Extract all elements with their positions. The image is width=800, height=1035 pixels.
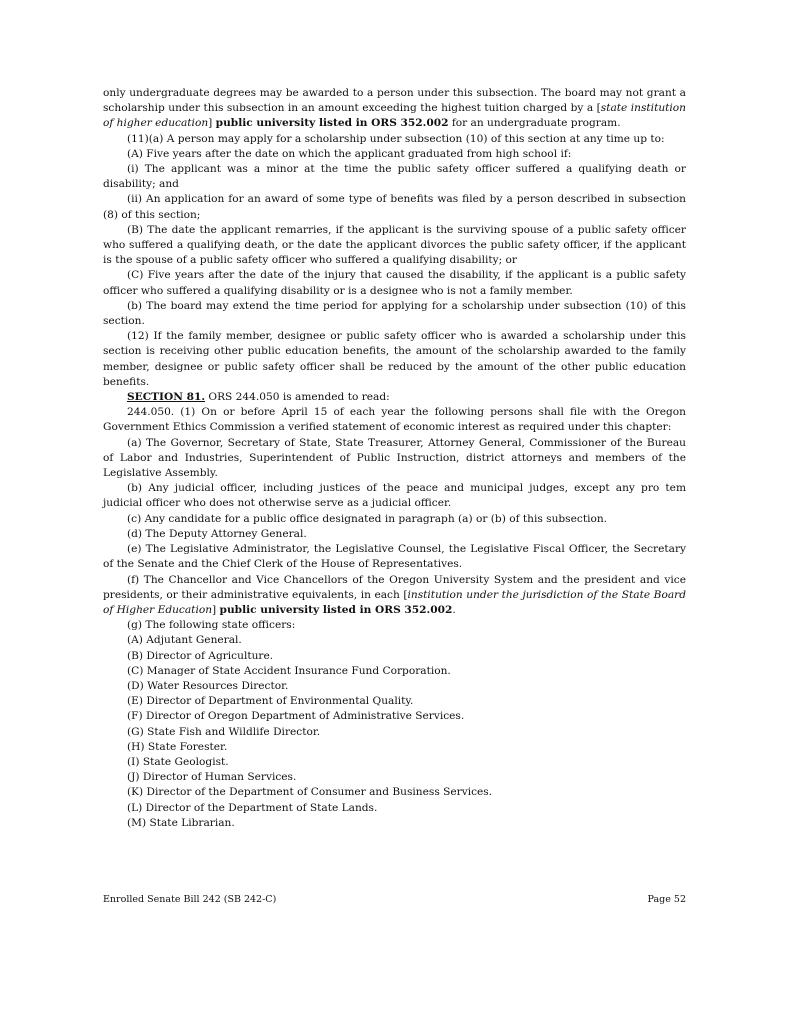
paragraph (103, 481, 686, 511)
paragraph-text: (i) The applicant was a minor at the time the public safety officer suffered a qualifying death or disability; and (103, 163, 686, 191)
paragraph (103, 405, 686, 435)
paragraph (103, 801, 686, 816)
paragraph-text: (K) Director of the Department of Consumer and Business Services. (127, 786, 493, 799)
paragraph-text: (a) The Governor, Secretary of State, State Treasurer, Attorney General, Commissioner of the Bureau of Labor and Industries, Superintendent of Public Instruction, district attorneys and members of the Legislative Assembly. (103, 436, 686, 480)
paragraph-text: (d) The Deputy Attorney General. (127, 527, 307, 540)
paragraph-text: (12) If the family member, designee or public safety officer who is awarded a scholarship under this section is receiving other public education benefits, the amount of the scholarship awarded to the family member, designee or public safety officer shall be reduced by the amount of the other public education benefits. (103, 330, 686, 388)
page-footer (103, 894, 686, 905)
paragraph-text: (G) State Fish and Wildlife Director. (127, 725, 321, 738)
paragraph-text: (e) The Legislative Administrator, the Legislative Counsel, the Legislative Fiscal Officer, the Secretary of the Senate and the Chief Clerk of the House of Representatives. (103, 543, 686, 571)
paragraph (103, 755, 686, 770)
paragraph (103, 162, 686, 192)
paragraph-text: 244.050. (1) On or before April 15 of each year the following persons shall file with the Oregon Government Ethics Commission a verified statement of economic interest as required under this chapter: (103, 406, 686, 434)
paragraph-text: (F) Director of Oregon Department of Administrative Services. (127, 710, 465, 723)
paragraph-text: (D) Water Resources Director. (127, 679, 289, 692)
paragraph-text: (H) State Forester. (127, 740, 228, 753)
bracket-text: ] (208, 117, 216, 130)
paragraph (103, 86, 686, 132)
paragraph (103, 785, 686, 800)
paragraph-text: ORS 244.050 is amended to read: (205, 391, 390, 404)
paragraph-text: (f) The Chancellor and Vice Chancellors of the Oregon University System and the president and vice presidents, or their administrative equivalents, in each (103, 573, 686, 601)
paragraph-text: . (452, 603, 456, 616)
paragraph (103, 299, 686, 329)
paragraph-text: (g) The following state officers: (127, 619, 296, 632)
bill-text-body (103, 86, 686, 831)
paragraph (103, 390, 686, 405)
paragraph-text: (L) Director of the Department of State Lands. (127, 801, 378, 814)
paragraph-text: (M) State Librarian. (127, 816, 235, 829)
inserted-text: public university listed in ORS 352.002 (215, 117, 449, 130)
paragraph-text: (ii) An application for an award of some type of benefits was filed by a person described in subsection (8) of this section; (103, 193, 686, 221)
paragraph-text: (11)(a) A person may apply for a scholarship under subsection (10) of this section at any time up to: (127, 132, 665, 145)
paragraph (103, 633, 686, 648)
paragraph (103, 694, 686, 709)
paragraph-text: (B) Director of Agriculture. (127, 649, 274, 662)
section-heading: SECTION 81. (127, 391, 206, 404)
footer-bill-title: Enrolled Senate Bill 242 (SB 242-C) (103, 894, 277, 905)
bracket-text: [ (596, 102, 601, 115)
paragraph (103, 709, 686, 724)
paragraph-text: (E) Director of Department of Environmental Quality. (127, 695, 414, 708)
paragraph (103, 512, 686, 527)
paragraph (103, 770, 686, 785)
paragraph (103, 223, 686, 269)
paragraph (103, 542, 686, 572)
inserted-text: public university listed in ORS 352.002 (219, 603, 453, 616)
paragraph (103, 816, 686, 831)
paragraph (103, 268, 686, 298)
paragraph-text: (A) Five years after the date on which the applicant graduated from high school if: (127, 147, 572, 160)
paragraph-text: (I) State Geologist. (127, 755, 229, 768)
paragraph (103, 132, 686, 147)
paragraph (103, 436, 686, 482)
paragraph (103, 649, 686, 664)
paragraph-text: (c) Any candidate for a public office designated in paragraph (a) or (b) of this subsection. (127, 512, 608, 525)
paragraph-text: only undergraduate degrees may be awarded to a person under this subsection. The board may not grant a scholarship under this subsection in an amount exceeding the highest tuition charged by a (103, 87, 686, 115)
paragraph-text: (C) Five years after the date of the injury that caused the disability, if the applicant is a public safety officer who suffered a qualifying disability or is a designee who is not a family member. (103, 269, 686, 297)
footer-page-number: Page 52 (647, 894, 686, 905)
paragraph (103, 527, 686, 542)
paragraph (103, 679, 686, 694)
paragraph (103, 618, 686, 633)
paragraph (103, 192, 686, 222)
paragraph-text: (A) Adjutant General. (127, 634, 242, 647)
paragraph (103, 329, 686, 390)
paragraph (103, 573, 686, 619)
paragraph (103, 725, 686, 740)
paragraph-text: for an undergraduate program. (448, 117, 621, 130)
paragraph-text: (b) Any judicial officer, including justices of the peace and municipal judges, except any pro tem judicial officer who does not otherwise serve as a judicial officer. (103, 482, 686, 510)
paragraph-text: (J) Director of Human Services. (127, 771, 297, 784)
paragraph-text: (C) Manager of State Accident Insurance Fund Corporation. (127, 664, 451, 677)
paragraph-text: (b) The board may extend the time period for applying for a scholarship under subsection (10) of this section. (103, 299, 686, 328)
deleted-text: institution under the jurisdiction of the State Board of Higher Education (103, 588, 686, 616)
bracket-text: ] (212, 603, 220, 616)
paragraph-text: (B) The date the applicant remarries, if the applicant is the surviving spouse of a public safety officer who suffered a qualifying death, or the date the applicant divorces the public safety officer, if the applicant is the spouse of a public safety officer who suffered a qualifying disability; or (103, 223, 686, 267)
paragraph (103, 740, 686, 755)
paragraph (103, 664, 686, 679)
paragraph (103, 147, 686, 162)
deleted-text: state institution of higher education (103, 102, 686, 130)
bracket-text: [ (403, 588, 408, 601)
